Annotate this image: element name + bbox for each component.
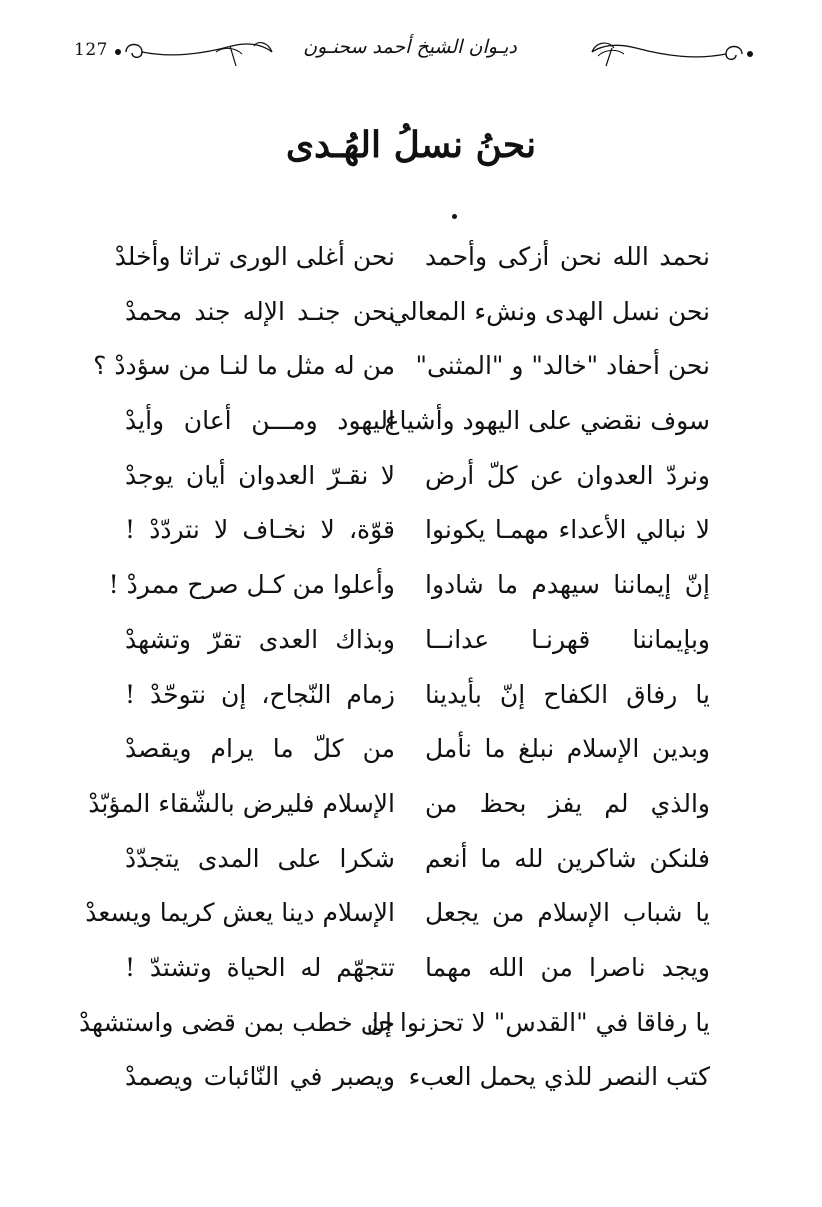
verse-first-hemistich: نحمد الله نحن أزكى وأحمد <box>425 242 710 271</box>
verse-first-hemistich: لا نبالي الأعداء مهمـا يكونوا <box>425 515 710 545</box>
ornament-right-icon <box>578 32 758 72</box>
verse-line <box>93 345 720 400</box>
poem-verses <box>78 236 720 1111</box>
page-header <box>60 26 760 76</box>
verse-line <box>114 236 720 291</box>
verse-second-hemistich: ويصبر في النّائبات ويصمدْ <box>125 1062 395 1092</box>
verse-line <box>120 291 720 346</box>
verse-first-hemistich: والذي لم يفز بحظ من <box>425 788 710 818</box>
verse-first-hemistich: وبإيماننا قهرنـا عدانــا <box>425 624 710 654</box>
verse-first-hemistich: نحن أحفاد "خالد" و "المثنى" <box>415 351 710 381</box>
verse-line <box>120 400 720 455</box>
verse-first-hemistich: يا رفاقا في "القدس" لا تحزنوا إن <box>366 1007 710 1037</box>
verse-line <box>120 455 720 510</box>
verse-line <box>120 509 720 564</box>
verse-line <box>78 1002 720 1057</box>
verse-first-hemistich: نحن نسل الهدى ونشء المعالي <box>389 296 710 326</box>
verse-second-hemistich: نحن جنـد الإله جند محمدْ <box>125 296 395 326</box>
verse-line <box>120 947 720 1002</box>
running-title: ديـوان الشيخ أحمد سحنـون <box>303 36 517 58</box>
poem-title: نحنُ نسلُ الهُـدى <box>285 124 537 166</box>
verse-line <box>120 1056 720 1111</box>
verse-first-hemistich: وبدين الإسلام نبلغ ما نأمل <box>425 734 710 764</box>
verse-second-hemistich: نحن أغلى الورى تراثا وأخلدْ <box>114 242 395 271</box>
verse-second-hemistich: الإسلام دينا يعش كريما ويسعدْ <box>85 898 395 928</box>
verse-line <box>120 619 720 674</box>
verse-second-hemistich: زمام النّجاح، إن نتوحّدْ ! <box>125 679 395 709</box>
verse-second-hemistich: جل خطب بمن قضى واستشهدْ <box>78 1007 395 1037</box>
verse-line <box>120 674 720 729</box>
verse-first-hemistich: يا رفاق الكفاح إنّ بأيدينا <box>425 679 710 709</box>
verse-second-hemistich: تتجهّم له الحياة وتشتدّ ! <box>125 952 395 982</box>
verse-second-hemistich: الإسلام فليرض بالشّقاء المؤبّدْ <box>88 788 395 818</box>
verse-line <box>120 838 720 893</box>
verse-second-hemistich: وأعلوا من كـل صرح ممردْ ! <box>108 570 395 600</box>
verse-first-hemistich: كتب النصر للذي يحمل العبء <box>408 1062 710 1092</box>
verse-line <box>120 728 720 783</box>
verse-line <box>85 892 720 947</box>
verse-first-hemistich: إنّ إيماننا سيهدم ما شادوا <box>425 570 710 600</box>
verse-line <box>88 783 720 838</box>
verse-first-hemistich: يا شباب الإسلام من يجعل <box>425 898 710 928</box>
verse-first-hemistich: فلنكن شاكرين لله ما أنعم <box>425 843 710 873</box>
verse-first-hemistich: ونردّ العدوان عن كلّ أرض <box>425 460 710 490</box>
page-number: 127 <box>74 40 108 60</box>
title-dot <box>452 214 457 219</box>
verse-second-hemistich: وبذاك العدى تقرّ وتشهدْ <box>125 624 395 654</box>
verse-second-hemistich: شكرا على المدى يتجدّدْ <box>125 843 395 873</box>
ornament-left-icon <box>112 32 282 72</box>
verse-second-hemistich: اليهود ومـــن أعان وأيدْ <box>125 406 395 436</box>
verse-second-hemistich: قوّة، لا نخـاف لا نتردّدْ ! <box>125 515 395 545</box>
verse-line <box>108 564 720 619</box>
verse-second-hemistich: من له مثل ما لنـا من سؤددْ ؟ <box>93 351 395 381</box>
verse-second-hemistich: لا نقـرّ العدوان أيان يوجدْ <box>125 460 395 490</box>
verse-second-hemistich: من كلّ ما يرام ويقصدْ <box>125 734 395 764</box>
verse-first-hemistich: ويجد ناصرا من الله مهما <box>425 952 710 982</box>
verse-first-hemistich: سوف نقضي على اليهود وأشياع <box>384 406 710 436</box>
